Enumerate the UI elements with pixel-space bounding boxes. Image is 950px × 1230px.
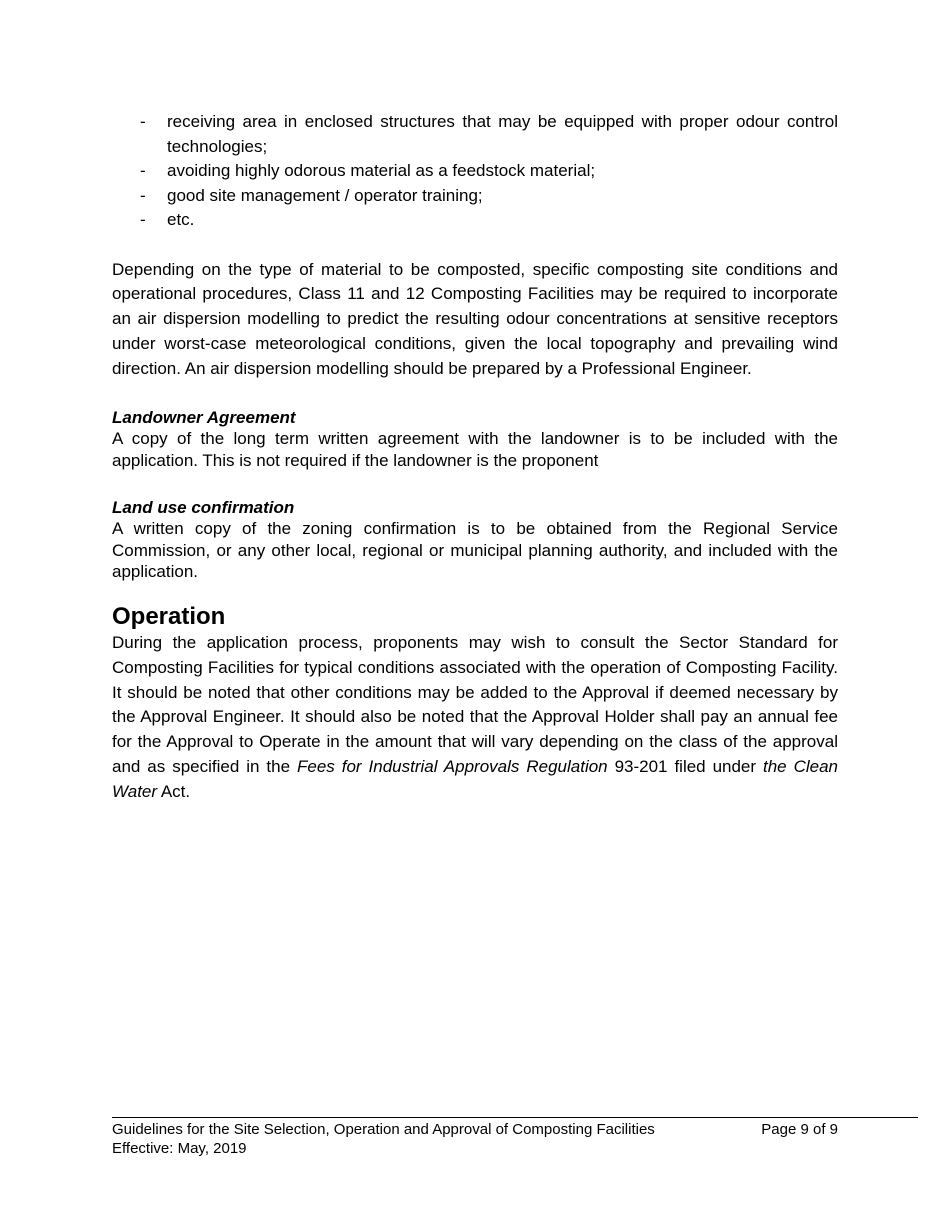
operation-text-end: Act. (157, 781, 191, 801)
operation-paragraph (112, 631, 838, 805)
list-item-text: etc. (167, 210, 195, 229)
regulation-title: Fees for Industrial Approvals Regulation (297, 756, 608, 776)
bullet-dash: - (140, 161, 146, 180)
list-item-text: avoiding highly odorous material as a feedstock material; (167, 161, 596, 180)
bullet-dash: - (140, 112, 146, 131)
operation-text-mid: 93-201 filed under (607, 756, 763, 776)
dispersion-paragraph: Depending on the type of material to be composted, specific composting site conditions and operational procedures, Class 11 and 12 Composting Facilities may be required to incorporate an air dispersion modelling to predict the resulting odour concentrations at sensitive receptors under worst-case meteorological conditions, given the local topography and prevailing wind direction. An air dispersion modelling should be prepared by a Professional Engineer. (112, 259, 838, 378)
landowner-heading: Landowner Agreement (112, 408, 296, 428)
footer-divider (112, 1117, 918, 1118)
list-item (112, 159, 838, 184)
list-item (112, 110, 838, 159)
operation-text-main: During the application process, proponents may wish to consult the Sector Standard for Composting Facilities for typical conditions associated with the operation of Composting Facility. It should be noted that other conditions may be added to the Approval if deemed necessary by the Approval Engineer. It should also be noted that the Approval Holder shall pay an annual fee for the Approval to Operate in the amount that will vary depending on the class of the approval and as specified in the (112, 632, 838, 776)
bullet-dash: - (140, 210, 146, 229)
odour-control-list (112, 110, 838, 233)
operation-heading: Operation (112, 602, 226, 630)
footer-effective-date: Effective: May, 2019 (112, 1139, 247, 1157)
act-title: the Clean Water (112, 756, 838, 801)
landowner-text: A copy of the long term written agreement with the landowner is to be included with the application. This is not required if the landowner is the proponent (112, 429, 838, 470)
land-use-heading: Land use confirmation (112, 498, 295, 518)
list-item (112, 208, 838, 233)
list-item-text: good site management / operator training; (167, 185, 483, 205)
bullet-dash: - (140, 185, 146, 205)
list-item (112, 184, 838, 209)
page-number: Page 9 of 9 (761, 1121, 838, 1138)
document-body (112, 110, 838, 805)
land-use-text: A written copy of the zoning confirmation is to be obtained from the Regional Service Commission, or any other local, regional or municipal planning authority, and included with the application. (112, 519, 838, 582)
footer-title: Guidelines for the Site Selection, Operation and Approval of Composting Facilities (112, 1121, 655, 1138)
page-footer (112, 1121, 838, 1158)
list-item-text: receiving area in enclosed structures that may be equipped with proper odour control technologies; (167, 112, 838, 156)
